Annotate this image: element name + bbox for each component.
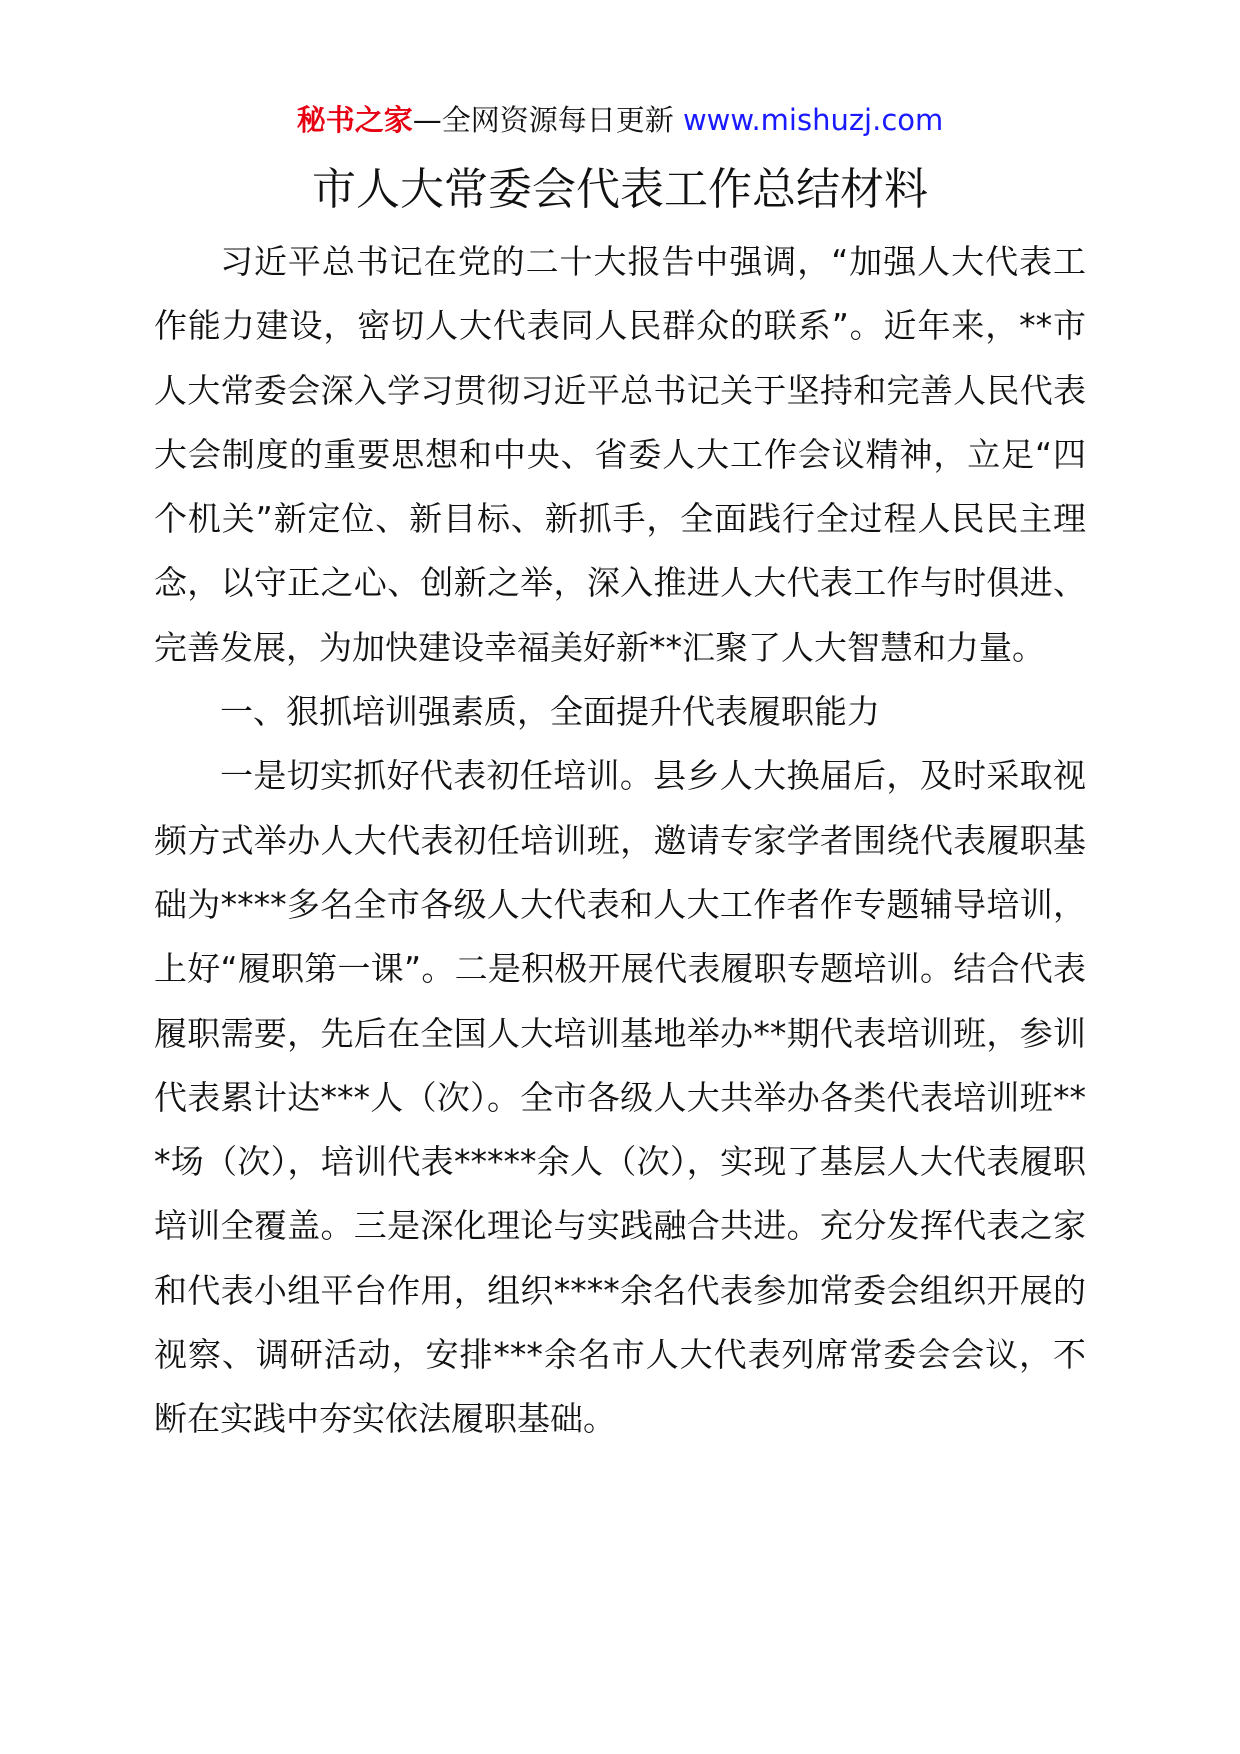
- intro-paragraph: 习近平总书记在党的二十大报告中强调，“加强人大代表工作能力建设，密切人大代表同人民群众的联系”。近年来，**市人大常委会深入学习贯彻习近平总书记关于坚持和完善人民代表大会制度的重要思想和中央、省委人大工作会议精神，立足“四个机关”新定位、新目标、新抓手，全面践行全过程人民民主理念，以守正之心、创新之举，深入推进人大代表工作与时俱进、完善发展，为加快建设幸福美好新**汇聚了人大智慧和力量。: [154, 242, 1086, 667]
- document-title: 市人大常委会代表工作总结材料: [312, 164, 928, 215]
- site-url-link[interactable]: www.mishuzj.com: [682, 103, 944, 137]
- body-paragraph: 一是切实抓好代表初任培训。县乡人大换届后，及时采取视频方式举办人大代表初任培训班，邀请专家学者围绕代表履职基础为****多名全市各级人大代表和人大工作者作专题辅导培训，上好“履职第一课”。二是积极开展代表履职专题培训。结合代表履职需要，先后在全国人大培训基地举办**期代表培训班，参训代表累计达***人（次）。全市各级人大共举办各类代表培训班***场（次），培训代表*****余人（次），实现了基层人大代表履职培训全覆盖。三是深化理论与实践融合共进。充分发挥代表之家和代表小组平台作用，组织****余名代表参加常委会组织开展的视察、调研活动，安排***余名市人大代表列席常委会会议，不断在实践中夯实依法履职基础。: [154, 756, 1086, 1439]
- document-body: [154, 230, 1086, 1452]
- site-banner: [0, 100, 1240, 140]
- banner-slogan: —全网资源每日更新: [412, 103, 683, 137]
- section-heading: 一、狠抓培训强素质，全面提升代表履职能力: [220, 692, 880, 732]
- brand-name: 秘书之家: [296, 103, 413, 137]
